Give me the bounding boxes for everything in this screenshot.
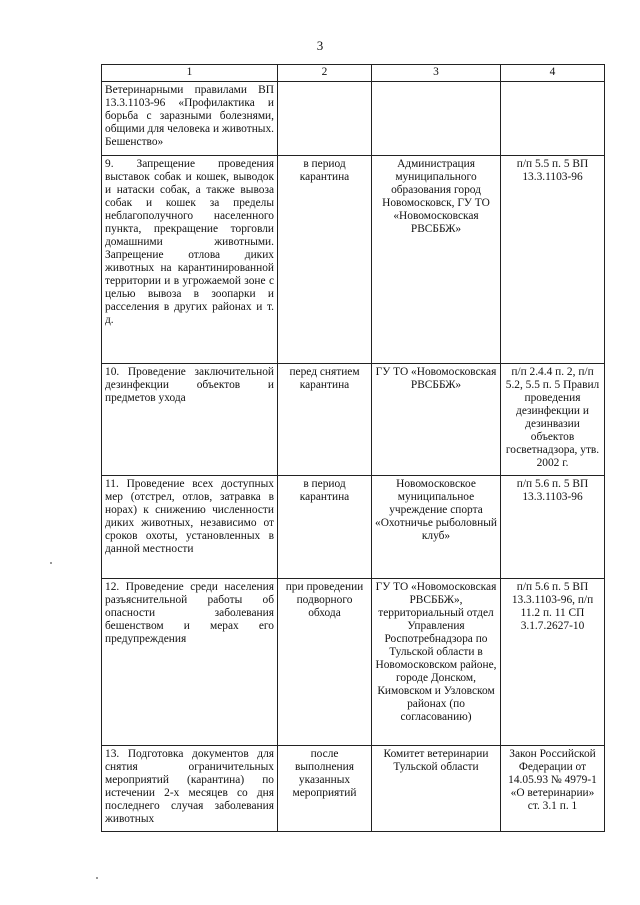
- responsible-cell: ГУ ТО «Новомосковская РВСББЖ»: [372, 364, 501, 476]
- table-row: [102, 746, 605, 832]
- timing-cell: [278, 82, 372, 156]
- measure-cell: Ветеринарными правилами ВП 13.3.1103-96 «Профилактика и борьба с заразными болезнями, общими для человека и животных. Бешенство»: [102, 82, 278, 156]
- basis-cell: [501, 82, 605, 156]
- basis-cell: п/п 5.6 п. 5 ВП 13.3.1103-96, п/п 11.2 п. 11 СП 3.1.7.2627-10: [501, 579, 605, 746]
- timing-cell: в период карантина: [278, 476, 372, 579]
- header-col-1: 1: [102, 65, 278, 82]
- responsible-cell: Комитет ветеринарии Тульской области: [372, 746, 501, 832]
- table-row: [102, 579, 605, 746]
- measures-table: [101, 64, 605, 832]
- table-row: [102, 476, 605, 579]
- measure-cell: 11. Проведение всех доступных мер (отстрел, отлов, затравка в норах) к снижению численности диких животных, независимо от сроков охоты, установленных в данной местности: [102, 476, 278, 579]
- responsible-cell: Новомосковское муниципальное учреждение спорта «Охотничье рыболовный клуб»: [372, 476, 501, 579]
- basis-cell: Закон Российской Федерации от 14.05.93 № 4979-1 «О ветеринарии» ст. 3.1 п. 1: [501, 746, 605, 832]
- basis-cell: п/п 5.6 п. 5 ВП 13.3.1103-96: [501, 476, 605, 579]
- measure-cell: 13. Подготовка документов для снятия ограничительных мероприятий (карантина) по истечении 2-х месяцев со дня последнего случая заболевания животных: [102, 746, 278, 832]
- page-number: 3: [316, 38, 324, 53]
- timing-cell: перед снятием карантина: [278, 364, 372, 476]
- table-row: [102, 364, 605, 476]
- basis-cell: п/п 5.5 п. 5 ВП 13.3.1103-96: [501, 156, 605, 364]
- table-row: [102, 82, 605, 156]
- scan-speck: [96, 877, 98, 879]
- table-header-row: [102, 65, 605, 82]
- timing-cell: после выполнения указанных мероприятий: [278, 746, 372, 832]
- measure-cell: 12. Проведение среди населения разъяснительной работы об опасности заболевания бешенством и мерах его предупреждения: [102, 579, 278, 746]
- header-col-3: 3: [372, 65, 501, 82]
- timing-cell: при проведении подворного обхода: [278, 579, 372, 746]
- measure-cell: 10. Проведение заключительной дезинфекции объектов и предметов ухода: [102, 364, 278, 476]
- measure-cell: 9. Запрещение проведения выставок собак и кошек, выводок и натаски собак, а также вывоза собак и кошек за пределы неблагополучного населенного пункта, прекращение торговли домашними животными. Запрещение отлова диких животных на карантинированной территории и в угрожаемой зоне с целью вывоза в зоопарки и расселения в других районах и т. д.: [102, 156, 278, 364]
- responsible-cell: ГУ ТО «Новомосковская РВСББЖ», территориальный отдел Управления Роспотребнадзора по Тульской области в Новомосковском районе, городе Донском, Кимовском и Узловском районах (по согласованию): [372, 579, 501, 746]
- responsible-cell: [372, 82, 501, 156]
- header-col-4: 4: [501, 65, 605, 82]
- header-col-2: 2: [278, 65, 372, 82]
- table-row: [102, 156, 605, 364]
- scan-speck: [50, 562, 52, 564]
- timing-cell: в период карантина: [278, 156, 372, 364]
- responsible-cell: Администрация муниципального образования город Новомосковск, ГУ ТО «Новомосковская РВСББЖ»: [372, 156, 501, 364]
- basis-cell: п/п 2.4.4 п. 2, п/п 5.2, 5.5 п. 5 Правил проведения дезинфекции и дезинвазии объектов госветнадзора, утв. 2002 г.: [501, 364, 605, 476]
